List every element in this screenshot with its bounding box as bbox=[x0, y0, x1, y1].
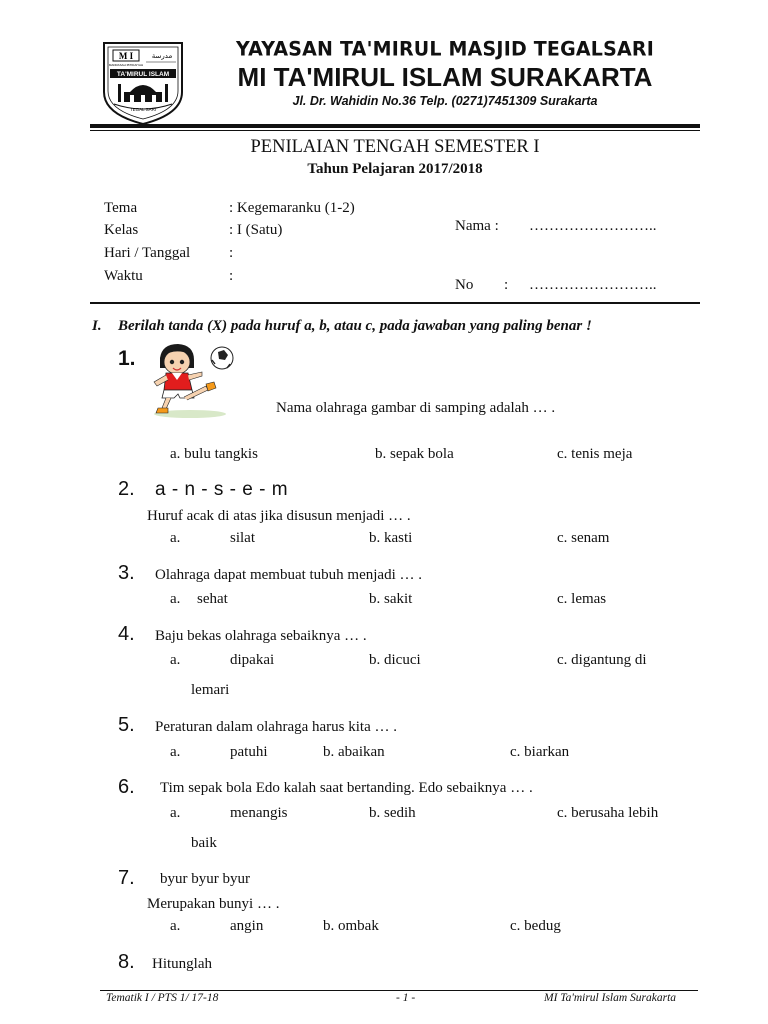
option-c[interactable]: c. lemas bbox=[557, 591, 607, 607]
option-b[interactable]: b. kasti bbox=[369, 530, 413, 546]
boy-kicking-soccer-ball-image bbox=[150, 342, 242, 420]
svg-text:مدرسة: مدرسة bbox=[151, 52, 173, 60]
waktu-label: Waktu bbox=[104, 268, 143, 284]
option-c-continued: baik bbox=[191, 835, 217, 851]
page-subtitle: Tahun Pelajaran 2017/2018 bbox=[307, 161, 483, 177]
svg-text:TEGAL SARI: TEGAL SARI bbox=[129, 107, 157, 112]
question-text-line-2: Merupakan bunyi … . bbox=[147, 896, 280, 912]
question-number: 4. bbox=[118, 623, 135, 645]
option-a[interactable]: a. bulu tangkis bbox=[170, 446, 258, 462]
option-a-letter[interactable]: a. bbox=[170, 530, 181, 546]
svg-text:TA'MIRUL ISLAM: TA'MIRUL ISLAM bbox=[116, 71, 170, 78]
option-a-letter[interactable]: a. bbox=[170, 744, 181, 760]
option-a-letter[interactable]: a. bbox=[170, 918, 181, 934]
option-a[interactable]: patuhi bbox=[230, 744, 268, 760]
question-number: 7. bbox=[118, 867, 135, 889]
question-number: 1. bbox=[118, 347, 136, 370]
option-a[interactable]: sehat bbox=[197, 591, 228, 607]
footer-divider bbox=[100, 990, 698, 991]
question-text: Huruf acak di atas jika disusun menjadi … . bbox=[147, 508, 411, 524]
header-divider-thick bbox=[90, 124, 700, 128]
option-a[interactable]: silat bbox=[230, 530, 255, 546]
page-title: PENILAIAN TENGAH SEMESTER I bbox=[250, 137, 540, 157]
school-name: MI TA'MIRUL ISLAM SURAKARTA bbox=[237, 62, 653, 92]
option-a[interactable]: menangis bbox=[230, 805, 288, 821]
scrambled-letters: a - n - s - e - m bbox=[155, 479, 289, 500]
svg-text:MADRASAH IBTIDAIYAH: MADRASAH IBTIDAIYAH bbox=[108, 63, 144, 67]
school-address: Jl. Dr. Wahidin No.36 Telp. (0271)7451309 Surakarta bbox=[292, 94, 598, 108]
footer-left: Tematik I / PTS 1/ 17-18 bbox=[106, 992, 219, 1004]
question-number: 3. bbox=[118, 562, 135, 584]
option-a-letter[interactable]: a. bbox=[170, 591, 181, 607]
question-text: Baju bekas olahraga sebaiknya … . bbox=[155, 628, 367, 644]
instruction-numeral: I. bbox=[92, 318, 102, 334]
kelas-label: Kelas bbox=[104, 222, 139, 238]
header-divider-thin bbox=[90, 130, 700, 131]
option-b[interactable]: b. abaikan bbox=[323, 744, 385, 760]
question-text: Hitunglah bbox=[152, 956, 212, 972]
option-a-letter[interactable]: a. bbox=[170, 652, 181, 668]
question-text: Olahraga dapat membuat tubuh menjadi … . bbox=[155, 567, 423, 583]
option-c[interactable]: c. tenis meja bbox=[557, 446, 633, 462]
question-number: 6. bbox=[118, 776, 135, 798]
option-c[interactable]: c. berusaha lebih bbox=[557, 805, 659, 821]
svg-text:M I: M I bbox=[118, 51, 134, 61]
question-text: Tim sepak bola Edo kalah saat bertanding. Edo sebaiknya … . bbox=[160, 780, 533, 796]
no-label: No bbox=[455, 277, 474, 293]
option-c[interactable]: c. biarkan bbox=[510, 744, 570, 760]
question-text: byur byur byur bbox=[160, 871, 250, 887]
tema-label: Tema bbox=[104, 200, 138, 216]
option-a[interactable]: angin bbox=[230, 918, 264, 934]
hari-label: Hari / Tanggal bbox=[104, 245, 191, 261]
option-c[interactable]: c. bedug bbox=[510, 918, 561, 934]
option-c[interactable]: c. senam bbox=[557, 530, 610, 546]
question-text: Nama olahraga gambar di samping adalah … . bbox=[276, 400, 556, 416]
waktu-value: : bbox=[229, 268, 234, 284]
option-c[interactable]: c. digantung di bbox=[557, 652, 647, 668]
kelas-value: : I (Satu) bbox=[229, 222, 283, 238]
footer-right: MI Ta'mirul Islam Surakarta bbox=[544, 992, 677, 1004]
option-b[interactable]: b. sepak bola bbox=[375, 446, 454, 462]
boy-kicking-ball-icon bbox=[150, 342, 242, 420]
tema-value: : Kegemaranku (1-2) bbox=[229, 200, 355, 216]
info-divider bbox=[90, 302, 700, 304]
foundation-name: YAYASAN TA'MIRUL MASJID TEGALSARI bbox=[236, 37, 654, 61]
question-text: Peraturan dalam olahraga harus kita … . bbox=[155, 719, 397, 735]
nama-label: Nama : bbox=[455, 218, 499, 234]
option-b[interactable]: b. dicuci bbox=[369, 652, 421, 668]
school-crest-logo bbox=[100, 40, 186, 126]
question-number: 2. bbox=[118, 478, 135, 500]
footer-page-number: - 1 - bbox=[396, 992, 416, 1004]
hari-value: : bbox=[229, 245, 234, 261]
instruction-text: Berilah tanda (X) pada huruf a, b, atau c, pada jawaban yang paling benar ! bbox=[118, 318, 592, 334]
option-b[interactable]: b. ombak bbox=[323, 918, 379, 934]
nama-field[interactable]: …………………….. bbox=[529, 218, 657, 234]
option-a[interactable]: dipakai bbox=[230, 652, 275, 668]
no-field[interactable]: …………………….. bbox=[529, 277, 657, 293]
option-a-letter[interactable]: a. bbox=[170, 805, 181, 821]
question-number: 8. bbox=[118, 951, 135, 973]
option-c-continued: lemari bbox=[191, 682, 230, 698]
option-b[interactable]: b. sakit bbox=[369, 591, 413, 607]
question-number: 5. bbox=[118, 714, 135, 736]
school-crest-icon bbox=[100, 40, 186, 126]
no-colon: : bbox=[504, 277, 509, 293]
option-b[interactable]: b. sedih bbox=[369, 805, 416, 821]
